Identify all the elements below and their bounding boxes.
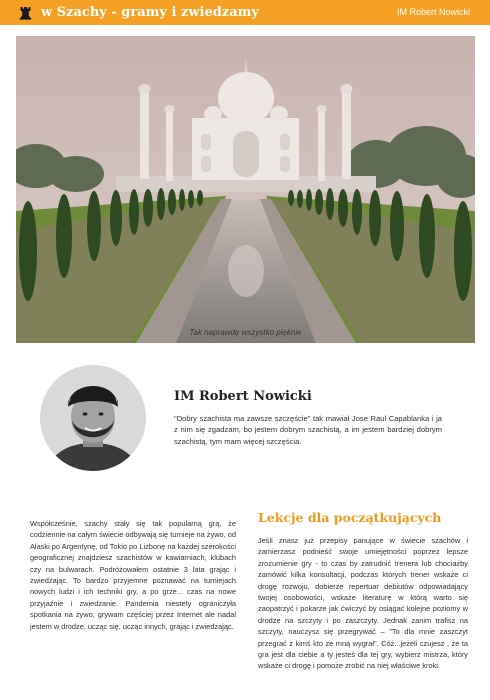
hero-caption: Tak naprawdę wszystko pięknie xyxy=(189,328,302,337)
lessons-heading: Lekcje dla początkujących xyxy=(258,510,442,525)
avatar xyxy=(40,365,146,471)
author-portrait xyxy=(40,365,146,471)
top-bar xyxy=(0,0,490,25)
site-title: w Szachy - gramy i zwiedzamy xyxy=(41,5,259,20)
chess-rook-icon xyxy=(19,6,32,20)
hero-image xyxy=(16,36,475,343)
lessons-paragraph: Jeśli znasz już przepisy panujące w świecie szachów i zamierzasz podnieść swoje umiejętności poprzez lepsze zrozumienie gry - to czas by zatrudnić trenera lub chociażby zamówić kilka konsultacji, podczas których trener wskaże ci drogę rozwoju, dobierze repertuar debiutów odpowiadający twojej osobowości, wskaże literaturę w którą warto się zaopatrzyć i pokarze jak ćwiczyć by osiągać kolejne poziomy w drodze na szczyty i po zaszczyty. Jednak zanim trafisz na szczyty, nauczysz się przegrywać – "To dla mnie zaszczyt przegrać z kimś kto ze mną wygrał". Cóż...jeżeli czujesz , że ta gra jest dla ciebie a ty jesteś dla tej gry, wybierz mistrza, który wskaże ci drogę i pomoże zrobić na niej właściwe kroki. xyxy=(258,536,468,671)
nav-link-author[interactable]: IM Robert Nowicki xyxy=(396,7,470,17)
taj-mahal-photo xyxy=(16,36,475,343)
author-quote: "Dobry szachista ma zawsze szczęście" tak mawiał Jose Raul Capablanka i ja z nim się zgadzam, bo jestem dobrym szachistą, a im jestem bardziej dobrym szachistą, tym mam więcej szczęścia. xyxy=(174,414,442,446)
site-brand[interactable] xyxy=(19,5,259,20)
author-name: IM Robert Nowicki xyxy=(174,389,312,404)
intro-paragraph: Współcześnie, szachy stały się tak popularną grą, że codziennie na całym świecie odbywają się turnieje na żywo, od Alaski po Argentynę, od Tokio po Lizbonę na każdej szerokości geograficznej znajdziesz szachistów w kawiarniach, klubach czy na bulwarach. Podróżowałem ostatnie 3 lata grając i zwiedzając. To bardzo przyjemne poznawać na turniejach nowych ludzi i ich techniki gry, a po grze... czas na nowe przyjaźnie i zwiedzanie. Pandemia niestety ograniczyła spotkania na żywo, grywam częściej przez Internet ale nadal jestem w drodze, ucząc się, ucząc innych, grając i zwiedzając. xyxy=(30,519,236,631)
